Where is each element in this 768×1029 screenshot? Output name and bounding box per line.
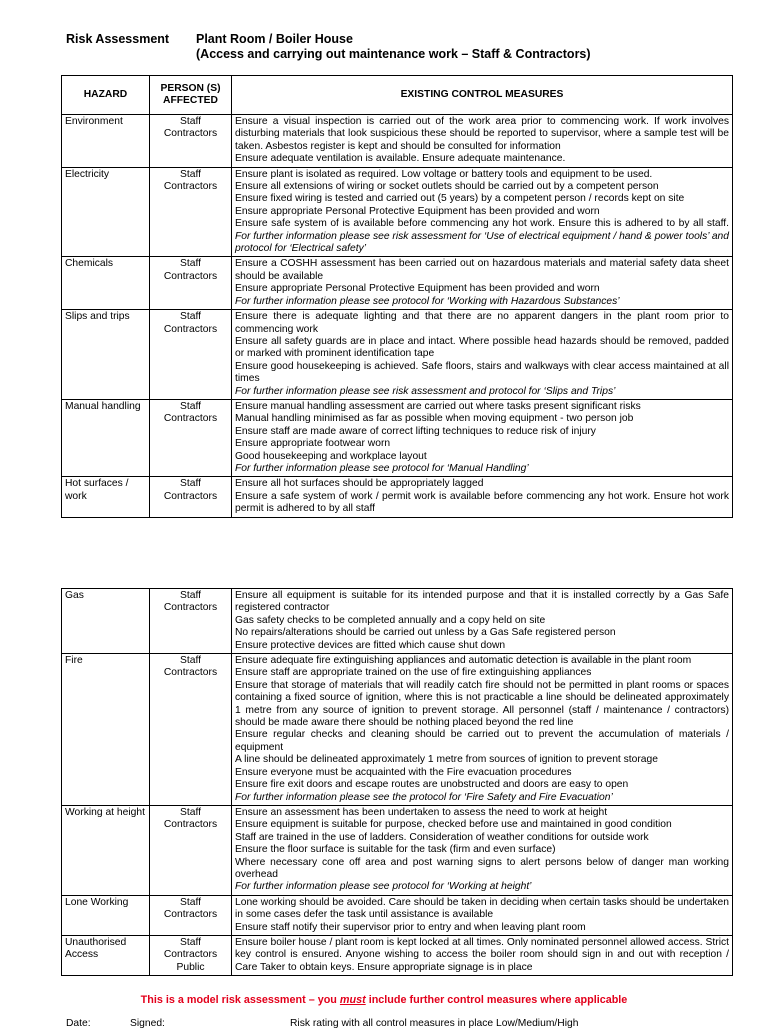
persons-cell	[150, 654, 232, 806]
control-measure-line	[235, 206, 729, 218]
control-measure-line	[235, 478, 729, 490]
control-measure-text: Good housekeeping and workplace layout	[235, 450, 427, 462]
persons-cell	[150, 115, 232, 168]
person-affected: Staff	[180, 311, 201, 323]
control-measure-text: Lone working should be avoided. Care should be taken in deciding when certain tasks should be undertaken in some cases defer the task until assistance is available	[235, 896, 729, 921]
person-affected: Contractors	[163, 949, 218, 961]
persons-cell	[150, 477, 232, 517]
control-measure-text: Ensure staff notify their supervisor prior to entry and when leaving plant room	[235, 921, 586, 933]
controls-cell	[232, 167, 733, 257]
control-measure-line	[235, 336, 729, 361]
control-measure-line	[235, 729, 729, 754]
person-affected: Staff	[180, 590, 201, 601]
model-assessment-note	[0, 994, 768, 1006]
note-text-after: include further control measures where applicable	[365, 994, 628, 1006]
person-affected: Staff	[180, 806, 201, 818]
document-label: Risk Assessment	[66, 32, 170, 46]
control-measure-text: Ensure boiler house / plant room is kept locked at all times. Only nominated personnel allowed access. Strict key control is ensured. Anyone wishing to access the boiler room should sign in and out with reception / Care Taker to obtain keys. Ensure appropriate signage is in place	[235, 936, 729, 973]
controls-cell	[232, 805, 733, 895]
control-measure-text: Ensure there is adequate lighting and that there are no apparent dangers in the plant room prior to commencing work	[235, 311, 729, 335]
control-measure-text: Ensure all safety guards are in place and intact. Where possible head hazards should be removed, padded or marked with prominent identification tape	[235, 335, 729, 360]
person-affected: Staff	[180, 936, 201, 948]
hazard-cell: Lone Working	[62, 895, 150, 935]
persons-cell	[150, 935, 232, 975]
person-affected: Contractors	[163, 181, 218, 193]
control-measure-line	[235, 401, 729, 413]
further-info-text: For further information please see risk assessment for ‘Use of electrical equipment / hand & power tools’ and protocol for ‘Electrical safety’	[235, 230, 729, 255]
control-measure-line	[235, 667, 729, 679]
signed-label: Signed:	[130, 1018, 165, 1029]
control-measure-line	[235, 491, 729, 516]
control-measure-text: Ensure a safe system of work / permit work is available before commencing any hot work. Ensure hot work permit is adhered to by all staff	[235, 490, 729, 515]
control-measure-line	[235, 922, 729, 934]
control-measure-line	[235, 283, 729, 295]
control-measure-text: Ensure staff are made aware of correct lifting techniques to reduce risk of injury	[235, 425, 596, 437]
person-affected: Contractors	[163, 270, 218, 282]
control-measure-line	[235, 807, 729, 819]
further-info-text: For further information please see protocol for ‘Manual Handling’	[235, 462, 529, 474]
control-measure-line	[235, 258, 729, 283]
persons-cell	[150, 257, 232, 310]
control-measure-line	[235, 463, 729, 475]
control-measure-text: Ensure safe system of is available before commencing any hot work. Ensure this is adhered to by all staff.	[235, 218, 729, 230]
control-measure-line	[235, 296, 729, 308]
hazard-cell: Electricity	[62, 167, 150, 257]
persons-header: PERSON (S) AFFECTED	[150, 76, 232, 115]
control-measure-text: Ensure adequate ventilation is available. Ensure adequate maintenance.	[235, 153, 566, 165]
note-text-before: This is a model risk assessment – you	[140, 994, 340, 1006]
document-subtitle: (Access and carrying out maintenance work – Staff & Contractors)	[196, 47, 591, 61]
control-measure-line	[235, 779, 729, 791]
table-row	[62, 895, 733, 935]
control-measure-line	[235, 426, 729, 438]
control-measure-line	[235, 116, 729, 153]
control-measure-line	[235, 218, 729, 255]
risk-table-1-body	[62, 115, 733, 518]
risk-table-2-body	[62, 589, 733, 976]
person-affected: Public	[176, 961, 205, 973]
control-measure-text: Ensure appropriate Personal Protective Equipment has been provided and worn	[235, 205, 600, 217]
controls-cell	[232, 310, 733, 400]
control-measure-text: Ensure the floor surface is suitable for the task (firm and even surface)	[235, 844, 556, 856]
control-measure-line	[235, 857, 729, 882]
risk-rating-label: Risk rating with all control measures in place Low/Medium/High	[290, 1018, 579, 1029]
person-affected: Contractors	[163, 323, 218, 335]
table-row	[62, 399, 733, 476]
table-row	[62, 115, 733, 168]
control-measure-line	[235, 413, 729, 425]
hazard-header: HAZARD	[62, 76, 150, 115]
controls-header: EXISTING CONTROL MEASURES	[232, 76, 733, 115]
controls-cell	[232, 589, 733, 654]
controls-cell	[232, 115, 733, 168]
person-affected: Staff	[180, 655, 201, 667]
control-measure-line	[235, 832, 729, 844]
control-measure-line	[235, 193, 729, 205]
control-measure-text: Ensure good housekeeping is achieved. Safe floors, stairs and walkways with clear access maintained at all times	[235, 360, 729, 385]
control-measure-text: Ensure fire exit doors and escape routes are unobstructed and doors are easy to open	[235, 779, 629, 791]
date-label: Date:	[66, 1018, 91, 1029]
table-row	[62, 654, 733, 806]
control-measure-text: Staff are trained in the use of ladders. Consideration of weather conditions for outside work	[235, 831, 649, 843]
control-measure-line	[235, 881, 729, 893]
person-affected: Staff	[180, 400, 201, 412]
control-measure-text: Ensure appropriate footwear worn	[235, 438, 391, 450]
control-measure-line	[235, 680, 729, 730]
control-measure-text: Ensure everyone must be acquainted with the Fire evacuation procedures	[235, 766, 572, 778]
control-measure-text: Manual handling minimised as far as possible when moving equipment - two person job	[235, 413, 634, 425]
hazard-cell: Hot surfaces / work	[62, 477, 150, 517]
table-row	[62, 589, 733, 654]
control-measure-text: Ensure adequate fire extinguishing appliances and automatic detection is available in the plant room	[235, 655, 692, 667]
control-measure-text: Ensure a visual inspection is carried out of the work area prior to commencing work. If work involves disturbing materials that look suspicious these should be reported to supervisor, where a sample test will be taken. Asbestos register is kept and should be consulted for information	[235, 116, 729, 152]
table-row	[62, 477, 733, 517]
control-measure-line	[235, 844, 729, 856]
person-affected: Staff	[180, 168, 201, 180]
hazard-cell: Working at height	[62, 805, 150, 895]
control-measure-text: Ensure that storage of materials that will readily catch fire should not be permitted in plant rooms or spaces containing a fixed source of ignition, where this is not practicable a line should be delineated approximately 1 metre from any source of ignition to prevent storage. All personnel (staff / maintenance / contractors) should be made aware there should be nothing placed beyond the red line	[235, 679, 729, 729]
hazard-cell: Gas	[62, 589, 150, 654]
risk-table-2	[61, 588, 733, 976]
control-measure-text: Gas safety checks to be completed annually and a copy held on site	[235, 614, 546, 626]
hazard-cell: Fire	[62, 654, 150, 806]
control-measure-text: Ensure a COSHH assessment has been carried out on hazardous materials and material safety data sheet should be available	[235, 258, 729, 282]
control-measure-line	[235, 627, 729, 639]
person-affected: Contractors	[163, 602, 218, 614]
person-affected: Staff	[180, 258, 201, 270]
controls-cell	[232, 477, 733, 517]
further-info-text: For further information please see protocol for ‘Working with Hazardous Substances’	[235, 295, 620, 307]
person-affected: Contractors	[163, 819, 218, 831]
control-measure-line	[235, 819, 729, 831]
person-affected: Staff	[180, 478, 201, 490]
control-measure-text: Ensure all hot surfaces should be appropriately lagged	[235, 478, 484, 490]
control-measure-line	[235, 655, 729, 667]
risk-table-1	[61, 75, 733, 518]
controls-cell	[232, 935, 733, 975]
control-measure-text: Ensure all extensions of wiring or socket outlets should be carried out by a competent person	[235, 181, 659, 193]
control-measure-line	[235, 792, 729, 804]
control-measure-text: Ensure staff are appropriate trained on the use of fire extinguishing appliances	[235, 667, 592, 679]
document-title: Plant Room / Boiler House	[196, 32, 353, 46]
control-measure-line	[235, 181, 729, 193]
controls-cell	[232, 895, 733, 935]
table-row	[62, 310, 733, 400]
control-measure-text: Ensure regular checks and cleaning should be carried out to prevent the accumulation of materials / equipment	[235, 729, 729, 753]
person-affected: Contractors	[163, 667, 218, 679]
table-row	[62, 935, 733, 975]
person-affected: Staff	[180, 116, 201, 127]
table-row	[62, 805, 733, 895]
control-measure-line	[235, 169, 729, 181]
note-emphasis: must	[339, 994, 366, 1006]
control-measure-text: Ensure plant is isolated as required. Low voltage or battery tools and equipment to be used.	[235, 168, 653, 180]
document-header	[66, 32, 591, 62]
control-measure-line	[235, 451, 729, 463]
control-measure-line	[235, 361, 729, 386]
control-measure-line	[235, 386, 729, 398]
control-measure-line	[235, 615, 729, 627]
control-measure-text: A line should be delineated approximately 1 metre from sources of ignition to prevent storage	[235, 754, 658, 766]
person-affected: Contractors	[163, 909, 218, 921]
control-measure-line	[235, 767, 729, 779]
control-measure-text: Ensure protective devices are fitted which cause shut down	[235, 639, 506, 651]
person-affected: Contractors	[163, 413, 218, 425]
control-measure-text: Ensure fixed wiring is tested and carried out (5 years) by a competent person / records kept on site	[235, 193, 685, 205]
control-measure-text: Ensure an assessment has been undertaken to assess the need to work at height	[235, 806, 608, 818]
control-measure-line	[235, 754, 729, 766]
persons-cell	[150, 895, 232, 935]
persons-cell	[150, 399, 232, 476]
persons-cell	[150, 167, 232, 257]
control-measure-line	[235, 590, 729, 615]
control-measure-text: Ensure all equipment is suitable for its intended purpose and that it is installed correctly by a Gas Safe registered contractor	[235, 590, 729, 614]
hazard-cell: Environment	[62, 115, 150, 168]
hazard-cell: Slips and trips	[62, 310, 150, 400]
persons-cell	[150, 805, 232, 895]
person-affected: Contractors	[163, 490, 218, 502]
further-info-text: For further information please see risk assessment and protocol for ‘Slips and Trips’	[235, 385, 616, 397]
table-header-row	[62, 76, 733, 115]
hazard-cell: Unauthorised Access	[62, 935, 150, 975]
control-measure-line	[235, 438, 729, 450]
hazard-cell: Chemicals	[62, 257, 150, 310]
controls-cell	[232, 399, 733, 476]
persons-cell	[150, 589, 232, 654]
table-row	[62, 257, 733, 310]
control-measure-line	[235, 640, 729, 652]
control-measure-line	[235, 937, 729, 974]
control-measure-text: Where necessary cone off area and post warning signs to alert persons below of danger man working overhead	[235, 856, 729, 880]
control-measure-text: No repairs/alterations should be carried out unless by a Gas Safe registered person	[235, 627, 616, 639]
controls-cell	[232, 654, 733, 806]
persons-cell	[150, 310, 232, 400]
table-row	[62, 167, 733, 257]
control-measure-line	[235, 897, 729, 922]
person-affected: Contractors	[163, 128, 218, 140]
control-measure-text: Ensure equipment is suitable for purpose, checked before use and maintained in good condition	[235, 819, 672, 831]
control-measure-line	[235, 311, 729, 336]
control-measure-line	[235, 153, 729, 165]
controls-cell	[232, 257, 733, 310]
person-affected: Staff	[180, 896, 201, 908]
control-measure-text: Ensure manual handling assessment are carried out where tasks present significant risks	[235, 400, 641, 412]
control-measure-text: Ensure appropriate Personal Protective Equipment has been provided and worn	[235, 283, 600, 295]
further-info-text: For further information please see the protocol for ‘Fire Safety and Fire Evacuation’	[235, 791, 613, 803]
further-info-text: For further information please see protocol for ‘Working at height’	[235, 881, 532, 893]
hazard-cell: Manual handling	[62, 399, 150, 476]
